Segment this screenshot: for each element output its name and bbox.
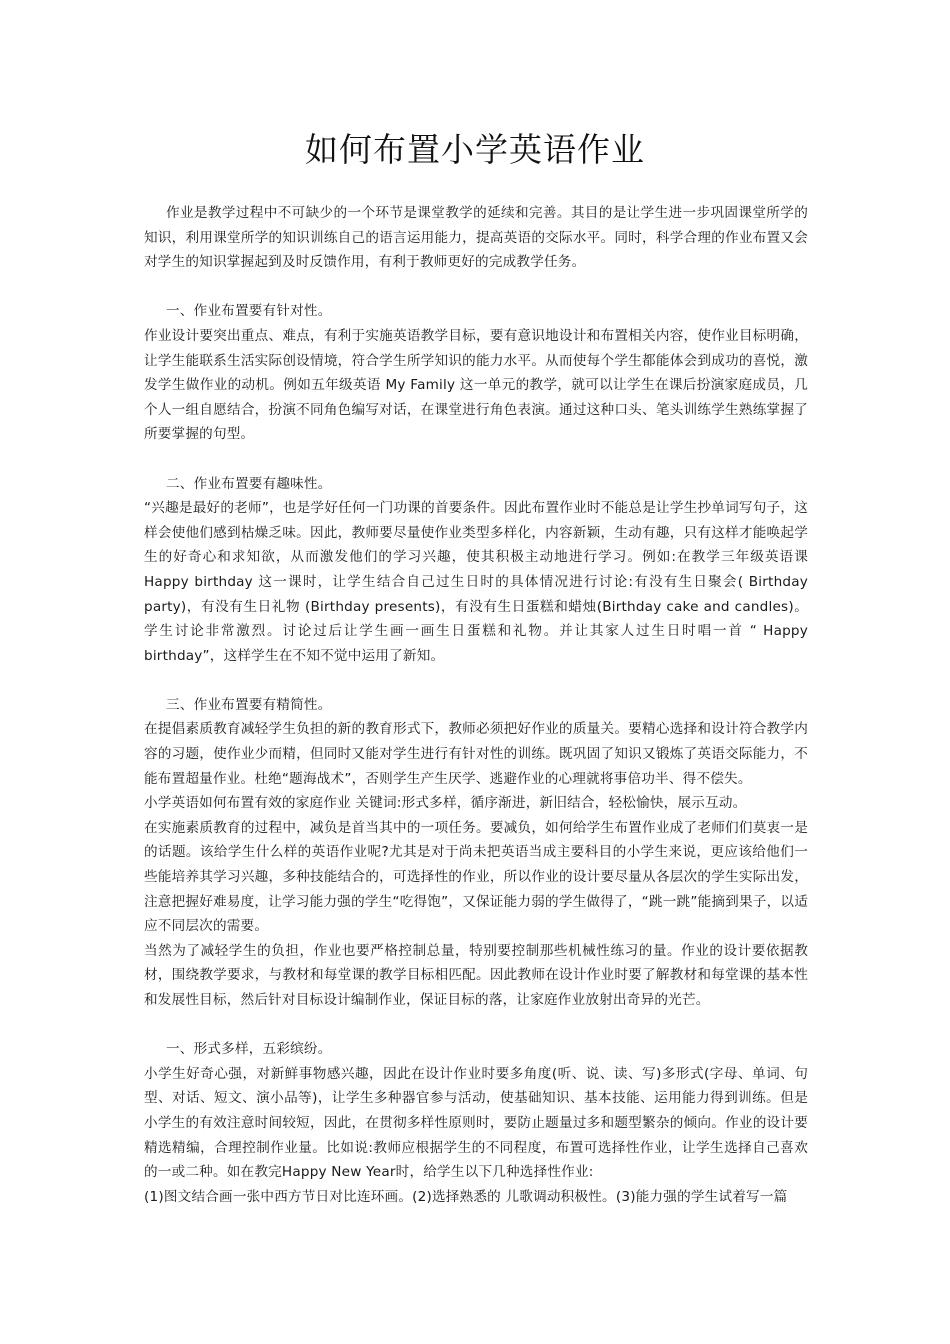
body-paragraph: “兴趣是最好的老师”，也是学好任何一门功课的首要条件。因此布置作业时不能总是让学生抄单词写句子，这样会使他们感到枯燥乏味。因此，教师要尽量使作业类型多样化，内容新颖，生动有趣，只有这样才能唤起学生的好奇心和求知欲，从而激发他们的学习兴趣，使其积极主动地进行学习。例如:在教学三年级英语课 Happy birthday 这一课时，让学生结合自己过生日时的具体情况进行讨论:有没有生日聚会( Birthday party)，有没有生日礼物 (Birthday presents)，有没有生日蛋糕和蜡烛(Birthday cake and candles)。学生讨论非常激烈。讨论过后让学生画一画生日蛋糕和礼物。并让其家人过生日时唱一首 “ Happy birthday”，这样学生在不知不觉中运用了新知。 bbox=[144, 500, 808, 664]
body-paragraph: 在提倡素质教育减轻学生负担的新的教育形式下，教师必须把好作业的质量关。要精心选择和设计符合教学内容的习题，使作业少而精，但同时又能对学生进行有针对性的训练。既巩固了知识又锻炼了英语交际能力，不能布置超量作业。杜绝“题海战术”，否则学生产生厌学、逃避作业的心理就将事倍功半、得不偿失。 bbox=[144, 721, 808, 787]
document-body bbox=[144, 201, 808, 1209]
section-heading-3: 三、作业布置要有精简性。 bbox=[166, 696, 332, 713]
body-paragraph: 当然为了减轻学生的负担，作业也要严格控制总量，特别要控制那些机械性练习的量。作业的设计要依据教材，围绕教学要求，与教材和每堂课的教学目标相匹配。因此教师在设计作业时要了解教材和每堂课的基本性和发展性目标，然后针对目标设计编制作业，保证目标的落，让家庭作业放射出奇异的光芒。 bbox=[144, 942, 808, 1008]
section-heading-1: 一、作业布置要有针对性。 bbox=[166, 303, 332, 320]
section-heading-4: 一、形式多样，五彩缤纷。 bbox=[166, 1041, 332, 1058]
paragraph-spacer bbox=[144, 668, 808, 693]
body-paragraph: 作业设计要突出重点、难点，有利于实施英语教学目标，要有意识地设计和布置相关内容，使作业目标明确，让学生能联系生活实际创设情境，符合学生所学知识的能力水平。从而使每个学生都能体会到成功的喜悦，激发学生做作业的动机。例如五年级英语 My Family 这一单元的教学，就可以让学生在课后扮演家庭成员，几个人一组自愿结合，扮演不同角色编写对话，在课堂进行角色表演。通过这种口头、笔头训练学生熟练掌握了所要掌握的句型。 bbox=[144, 327, 808, 443]
body-paragraph: 小学生好奇心强，对新鲜事物感兴趣，因此在设计作业时要多角度(听、说、读、写)多形式(字母、单词、句型、对话、短文、演小品等)，让学生多种器官参与活动，使基础知识、基本技能、运用能力得到训练。但是小学生的有效注意时间较短，因此，在贯彻多样性原则时，要防止题量过多和题型繁杂的倾向。作业的设计要精选精编，合理控制作业量。比如说:教师应根据学生的不同程度，布置可选择性作业，让学生选择自己喜欢的一或二种。如在教完Happy New Year时，给学生以下几种选择性作业: bbox=[144, 1065, 808, 1181]
section-heading-2: 二、作业布置要有趣味性。 bbox=[166, 475, 332, 492]
body-paragraph: 在实施素质教育的过程中，减负是首当其中的一项任务。要减负，如何给学生布置作业成了老师们们莫衷一是的话题。该给学生什么样的英语作业呢?尤其是对于尚未把英语当成主要科目的小学生来说，更应该给他们一些能培养其学习兴趣，多种技能结合的，可选择性的作业，所以作业的设计要尽量从各层次的学生实际出发，注意把握好难易度，让学习能力强的学生“吃得饱”，又保证能力弱的学生做得了，“跳一跳”能摘到果子，以适应不同层次的需要。 bbox=[144, 819, 808, 935]
intro-paragraph: 作业是教学过程中不可缺少的一个环节是课堂教学的延续和完善。其目的是让学生进一步巩固课堂所学的知识，利用课堂所学的知识训练自己的语言运用能力，提高英语的交际水平。同时，科学合理的作业布置又会对学生的知识掌握起到及时反馈作用，有利于教师更好的完成教学任务。 bbox=[144, 205, 808, 271]
body-paragraph: 小学英语如何布置有效的家庭作业 关键词:形式多样，循序渐进，新旧结合，轻松愉快，展示互动。 bbox=[144, 795, 747, 812]
paragraph-spacer bbox=[144, 1013, 808, 1038]
document-title: 如何布置小学英语作业 bbox=[305, 130, 645, 169]
body-paragraph: (1)图文结合画一张中西方节日对比连环画。(2)选择熟悉的 儿歌调动积极性。(3)能力强的学生试着写一篇 bbox=[144, 1188, 788, 1205]
paragraph-spacer bbox=[144, 275, 808, 300]
paragraph-spacer bbox=[144, 447, 808, 472]
